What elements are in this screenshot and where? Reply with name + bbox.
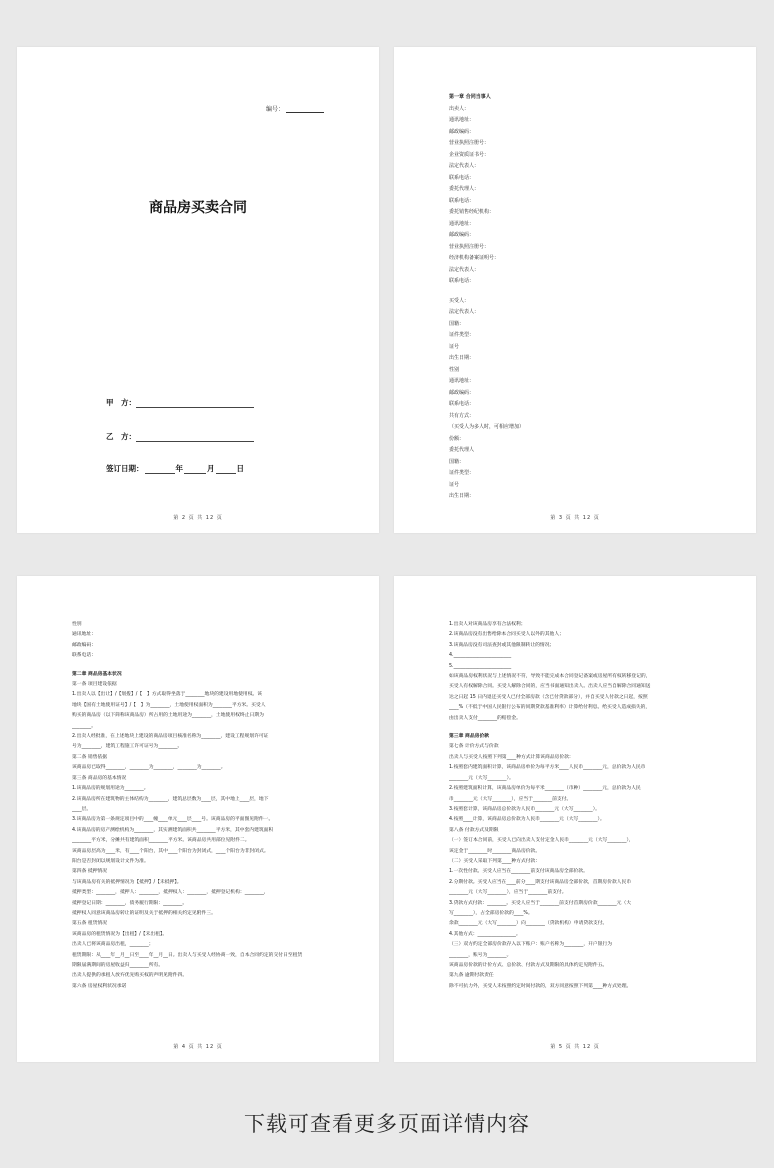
text-line: 买受人： <box>449 297 470 304</box>
year-blank <box>145 472 175 474</box>
text-line: 国籍： <box>449 320 465 327</box>
text-line: 企业资质证书号： <box>449 151 490 158</box>
text-line: 1.一次性付款。买受人应当在________前支付该商品房全部价款。 <box>449 869 588 875</box>
text-line: 出生日期： <box>449 493 475 499</box>
day-label: 日 <box>236 464 244 473</box>
download-more-caption: 下载可查看更多页面详情内容 <box>244 1112 530 1136</box>
text-line: 邮政编码： <box>72 642 96 648</box>
text-line: 2.按照建筑面积计算，该商品房单价为每平米________（币种）________元，总价款为人民 <box>449 786 641 792</box>
text-line: 第二章 商品房基本状况 <box>72 671 122 677</box>
text-line: 1.该商品房的规划用途为________。 <box>72 786 149 792</box>
paragraph-gap <box>449 288 716 296</box>
text-line: 第九条 逾期付款责任 <box>449 973 494 979</box>
day-blank <box>216 472 236 474</box>
document-page-cover <box>17 47 379 533</box>
paragraph-gap <box>72 662 354 670</box>
text-line: 证件类型： <box>449 332 475 338</box>
party-a-blank <box>136 406 254 408</box>
text-line: 余款________元（大写________）向________（贷款机构）申请贷款支付。 <box>449 921 608 927</box>
text-line: （二）买受人采取下列第____种方式付款： <box>449 858 541 864</box>
text-line: 写________），占全部房价款的____%。 <box>449 910 533 916</box>
text-line: 除不可抗力外，买受人未按照约定时间付款的，双方同意按照下列第____种方式处理。 <box>449 983 632 989</box>
text-line: 国籍： <box>449 458 465 465</box>
text-line: 4.其他方式：________________。 <box>449 931 521 937</box>
text-line: 4.按照____计算，该商品房总价款为人民币________元（大写________）。 <box>449 817 605 823</box>
page-5-text <box>449 620 718 992</box>
text-line: 由出卖人支付________的赔偿金。 <box>449 715 521 721</box>
party-b-blank <box>136 440 254 442</box>
text-line: 2.该商品房所在建筑物的主体结构为________，建筑总层数为____层，其中地上____层，地下 <box>72 796 269 802</box>
text-line: 抵押类型：________，抵押人：________，抵押权人：________，抵押登记机构：________， <box>72 890 269 896</box>
text-line: 营业执照注册号： <box>449 140 490 146</box>
text-line: 购买的商品房（以下简称该商品房）所占用的土地用途为________，土地使用权终止日期为 <box>72 713 264 719</box>
text-line: 3.按照套计算，该商品房总价款为人民币________元（大写________）。 <box>449 806 600 812</box>
party-b <box>106 431 254 442</box>
text-line: 3.该商品房没有司法查封或其他限制转让的情况； <box>449 642 555 648</box>
page-number: 第 5 页 共 12 页 <box>550 1044 600 1050</box>
text-line: 该商品房层高为____米，有____个阳台，其中____个阳台为封闭式，____个阳台为非封闭式。 <box>72 848 269 854</box>
text-line: 联系电话： <box>449 278 475 284</box>
text-line: 通讯地址： <box>72 632 96 638</box>
text-line: ________元（大写________）。 <box>449 775 514 781</box>
text-line: ____%（不低于中国人民银行公布的同期贷款基准利率）计算给付利息。给买受人造成损失的， <box>449 705 651 711</box>
text-line: 地块【国有土地使用证号】/【 】为________，土地使用权面积为________平方米。买受人 <box>72 702 266 708</box>
sign-date-label: 签订日期： <box>106 464 144 473</box>
text-line: 如该商品房权利状况与上述情况不符，导致不能完成本合同登记备案或房屋所有权转移登记的， <box>449 674 651 680</box>
text-line: ________，账号为________。 <box>449 952 512 958</box>
text-line: ________平方米，分摊共有建筑面积________平方米。该商品房共用部位见附件二。 <box>72 838 250 844</box>
contract-number <box>266 104 324 113</box>
text-line: 第一章 合同当事人 <box>449 94 491 100</box>
text-line: 买受人有权解除合同。买受人解除合同的，应当书面通知出卖人。出卖人应当自解除合同通知送 <box>449 684 651 690</box>
party-b-label: 乙 方： <box>106 432 136 441</box>
text-line: 联系电话： <box>72 653 96 659</box>
text-line: 份额： <box>449 435 465 442</box>
text-line: 联系电话： <box>449 174 475 181</box>
text-line: （买受人为多人时，可相应增加） <box>449 424 525 430</box>
text-line: 法定代表人： <box>449 266 480 273</box>
text-line: 出生日期： <box>449 355 475 361</box>
text-line: 联系电话： <box>449 401 475 407</box>
text-line: 第三章 商品房价款 <box>449 734 490 740</box>
text-line: 出卖人与买受人按照下列第____种方式计算该商品房价款： <box>449 754 574 760</box>
text-line: 2.分期付款。买受人应当在____前分____期支付该商品房全部价款，首期房价款人民币 <box>449 879 632 885</box>
text-line: 3.贷款方式付款：________。买受人应当于________前支付首期房价款________元（大 <box>449 900 632 906</box>
text-line: 出卖人已将该商品房出租，________； <box>72 942 154 948</box>
document-page-4 <box>17 576 379 1062</box>
text-line: 通讯地址： <box>449 117 475 123</box>
text-line: 委托代理人： <box>449 186 480 192</box>
text-line: 1.出卖人以【出让】/【划拨】/【 】方式取得坐落于________地块的建设用地使用权。该 <box>72 692 263 698</box>
text-line: 币________元（大写________），应当于________前支付。 <box>449 796 572 802</box>
text-line: 第四条 抵押情况 <box>72 869 108 875</box>
text-line: 性别 <box>72 622 82 627</box>
document-page-3 <box>394 47 756 533</box>
text-line: 委托销售经纪机构： <box>449 209 495 215</box>
text-line: （三）双方约定全部房价款存入以下账户：账户名称为________，开户银行为 <box>449 942 613 948</box>
text-line: 4.该商品房的房产测绘机构为________，其实测建筑面积共________平方米，其中套内建筑面积 <box>72 827 274 833</box>
text-line: 营业执照注册号： <box>449 243 490 250</box>
party-a-label: 甲 方： <box>106 398 136 407</box>
page-4-text <box>72 620 354 992</box>
text-line: 第七条 计价方式与价款 <box>449 744 499 750</box>
paragraph-gap <box>449 724 718 732</box>
text-line: 邮政编码： <box>449 232 475 238</box>
text-line: 期限届满期间的房屋收益归________所有。 <box>72 963 164 968</box>
text-line: ________。 <box>72 723 96 729</box>
page-number: 第 4 页 共 12 页 <box>173 1044 223 1050</box>
text-line: 达之日起 15 日内退还买受人已付全部房款（含已付贷款部分），并自买受人付款之日起，按照 <box>449 694 648 700</box>
text-line: 通讯地址： <box>449 220 475 227</box>
text-line: 共有方式： <box>449 412 475 419</box>
page-number: 第 3 页 共 12 页 <box>550 515 600 521</box>
text-line: 阳台是否封闭以规划设计文件为准。 <box>72 858 149 864</box>
text-line: 3.该商品房为第一条规定项目中的____幢____单元____层____号。该商品房的平面图见附件一。 <box>72 817 274 823</box>
text-line: 联系电话： <box>449 197 475 204</box>
text-line: 第一条 项目建设依据 <box>72 682 117 688</box>
text-line: 5.________________________ <box>449 663 512 669</box>
text-line: 委托代理人 <box>449 447 475 453</box>
text-line: 第二条 销售依据 <box>72 754 108 760</box>
text-line: 性别 <box>449 366 460 373</box>
text-line: 2.该商品房没有出售给除本合同买受人以外的其他人； <box>449 632 564 638</box>
month-blank <box>184 472 206 474</box>
text-line: 第八条 付款方式及期限 <box>449 827 499 833</box>
text-line: 通讯地址： <box>449 378 475 384</box>
text-line: 第五条 租赁情况 <box>72 921 108 927</box>
text-line: 抵押权人同意该商品房转让的证明及关于抵押的相关约定见附件三。 <box>72 910 216 916</box>
contract-number-label: 编号： <box>265 106 284 113</box>
text-line: 4.________________________ <box>449 653 512 659</box>
text-line: 2.出卖人经批准，在上述地块上建设的商品房项目核准名称为________，建设工程规划许可证 <box>72 734 269 740</box>
text-line: 法定代表人： <box>449 309 480 315</box>
text-line: ____层。 <box>72 806 92 812</box>
text-line: 抵押登记日期：________，债务履行期限：________。 <box>72 900 188 906</box>
contract-title: 商品房买卖合同 <box>149 200 247 216</box>
page-number: 第 2 页 共 12 页 <box>173 515 223 521</box>
contract-number-blank <box>286 111 324 113</box>
text-line: 出卖人： <box>449 105 470 112</box>
party-a <box>106 397 254 408</box>
text-line: 经济机构备案证明号： <box>449 255 500 261</box>
text-line: 证件类型： <box>449 470 475 476</box>
text-line: 与该商品房有关的抵押情况为【抵押】/【未抵押】。 <box>72 879 182 885</box>
text-line: 该商品房的租赁情况为【出租】/【未出租】。 <box>72 931 168 937</box>
text-line: 邮政编码： <box>449 389 475 396</box>
text-line: 证号 <box>449 481 460 488</box>
text-line: 号为________，建筑工程施工许可证号为________。 <box>72 744 183 750</box>
text-line: 证号 <box>449 343 460 350</box>
year-label: 年 <box>175 464 183 473</box>
text-line: 租赁期限：从____年__月__日至____年__月__日。出卖人与买受人经协商一致，自本合同约定的交付日至租赁 <box>72 952 303 958</box>
text-line: 该商品房已取得________，________为________，________为________。 <box>72 765 226 771</box>
page-3-text <box>449 92 716 503</box>
sign-date <box>106 463 244 474</box>
text-line: ________元（大写________），应当于________前支付。 <box>449 890 567 896</box>
text-line: 法定代表人： <box>449 163 480 169</box>
text-line: 第三条 商品房的基本情况 <box>72 775 127 781</box>
text-line: 邮政编码： <box>449 128 475 135</box>
text-line: 该商品房价款的计价方式、总价款、付款方式及期限的具体约定见附件五。 <box>449 963 608 968</box>
text-line: 出卖人提供的承租人放弃优先购买权的声明见附件四。 <box>72 973 188 979</box>
text-line: （一）签订本合同前，买受人已向出卖人支付定金人民币________元（大写________）， <box>449 838 634 844</box>
text-line: 该定金于________时________商品房价款。 <box>449 848 541 854</box>
text-line: 1.按照套内建筑面积计算，该商品房单价为每平方米____人民币________元，总价款为人民币 <box>449 765 646 771</box>
month-label: 月 <box>207 464 215 473</box>
document-page-5 <box>394 576 756 1062</box>
text-line: 1.出卖人对该商品房享有合法权利； <box>449 622 526 627</box>
text-line: 第六条 房屋权利状况承诺 <box>72 983 127 989</box>
